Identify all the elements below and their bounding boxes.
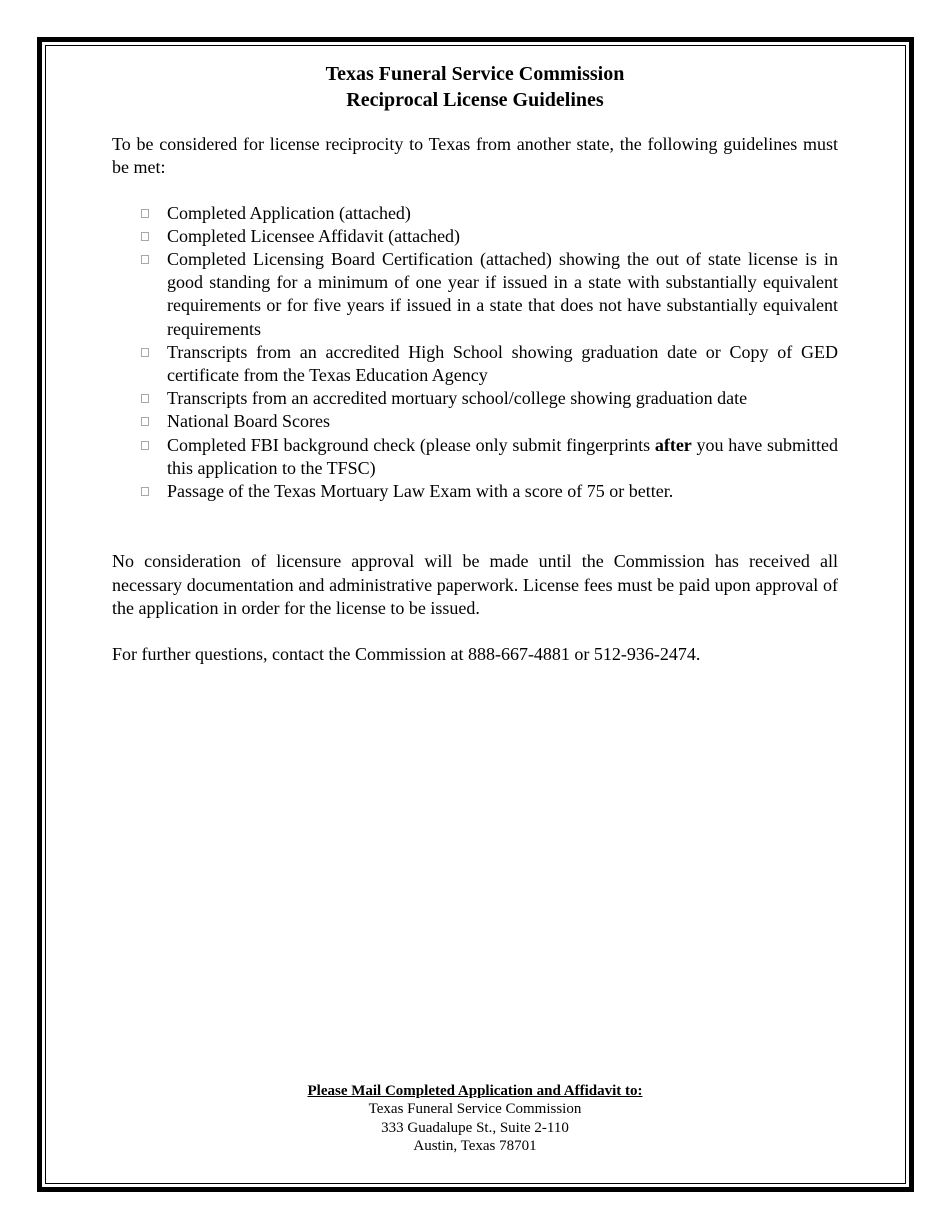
notice-paragraph: No consideration of licensure approval will be made until the Commission has received all necessary documentation and administrative paperwork. License fees must be paid upon approval of the application in order for the license to be issued. xyxy=(112,551,838,618)
mailing-line-1: Texas Funeral Service Commission xyxy=(368,1101,582,1118)
list-item xyxy=(140,202,838,225)
document-body xyxy=(112,61,838,666)
mailing-heading: Please Mail Completed Application and Affidavit to: xyxy=(307,1083,643,1099)
mailing-address xyxy=(112,1082,838,1155)
requirement-text: Completed Licensing Board Certification (attached) showing the out of state license is in good standing for a minimum of one year if issued in a state with substantially equivalent requirements or for five years if issued in a state that does not have substantially equivalent requirements xyxy=(167,249,838,339)
mailing-line-2: 333 Guadalupe St., Suite 2-110 xyxy=(381,1119,569,1136)
checkbox-icon xyxy=(141,232,149,241)
checkbox-icon xyxy=(141,487,149,496)
mailing-line-3: Austin, Texas 78701 xyxy=(413,1137,537,1154)
page-title xyxy=(112,61,838,113)
requirement-text-start: Completed FBI background check (please only submit fingerprints xyxy=(167,434,651,455)
checkbox-icon xyxy=(141,394,149,403)
title-line-2: Reciprocal License Guidelines xyxy=(346,89,604,111)
list-item xyxy=(140,480,838,503)
list-item xyxy=(140,248,838,341)
title-line-1: Texas Funeral Service Commission xyxy=(325,63,625,85)
intro-paragraph: To be considered for license reciprocity to Texas from another state, the following guidelines must be met: xyxy=(112,134,838,178)
checkbox-icon xyxy=(141,441,149,450)
requirement-text-end: you have submitted this application to the TFSC) xyxy=(167,434,839,478)
list-item xyxy=(140,341,838,387)
checkbox-icon xyxy=(141,209,149,218)
checkbox-icon xyxy=(141,348,149,357)
requirement-text: Passage of the Texas Mortuary Law Exam with a score of 75 or better. xyxy=(167,481,674,502)
requirements-list xyxy=(112,202,838,504)
requirement-text: Completed Application (attached) xyxy=(167,202,411,223)
requirement-text: Transcripts from an accredited mortuary school/college showing graduation date xyxy=(167,388,748,409)
checkbox-icon xyxy=(141,417,149,426)
list-item xyxy=(140,225,838,248)
requirement-text: National Board Scores xyxy=(167,411,330,432)
requirement-emphasis: after xyxy=(654,434,692,455)
requirement-text: Completed Licensee Affidavit (attached) xyxy=(167,225,461,246)
requirement-text: Transcripts from an accredited High School showing graduation date or Copy of GED certificate from the Texas Education Agency xyxy=(167,341,838,386)
list-item xyxy=(140,387,838,410)
contact-paragraph: For further questions, contact the Commission at 888-667-4881 or 512-936-2474. xyxy=(112,644,701,665)
list-item xyxy=(140,410,838,433)
list-item xyxy=(140,434,838,480)
checkbox-icon xyxy=(141,255,149,264)
